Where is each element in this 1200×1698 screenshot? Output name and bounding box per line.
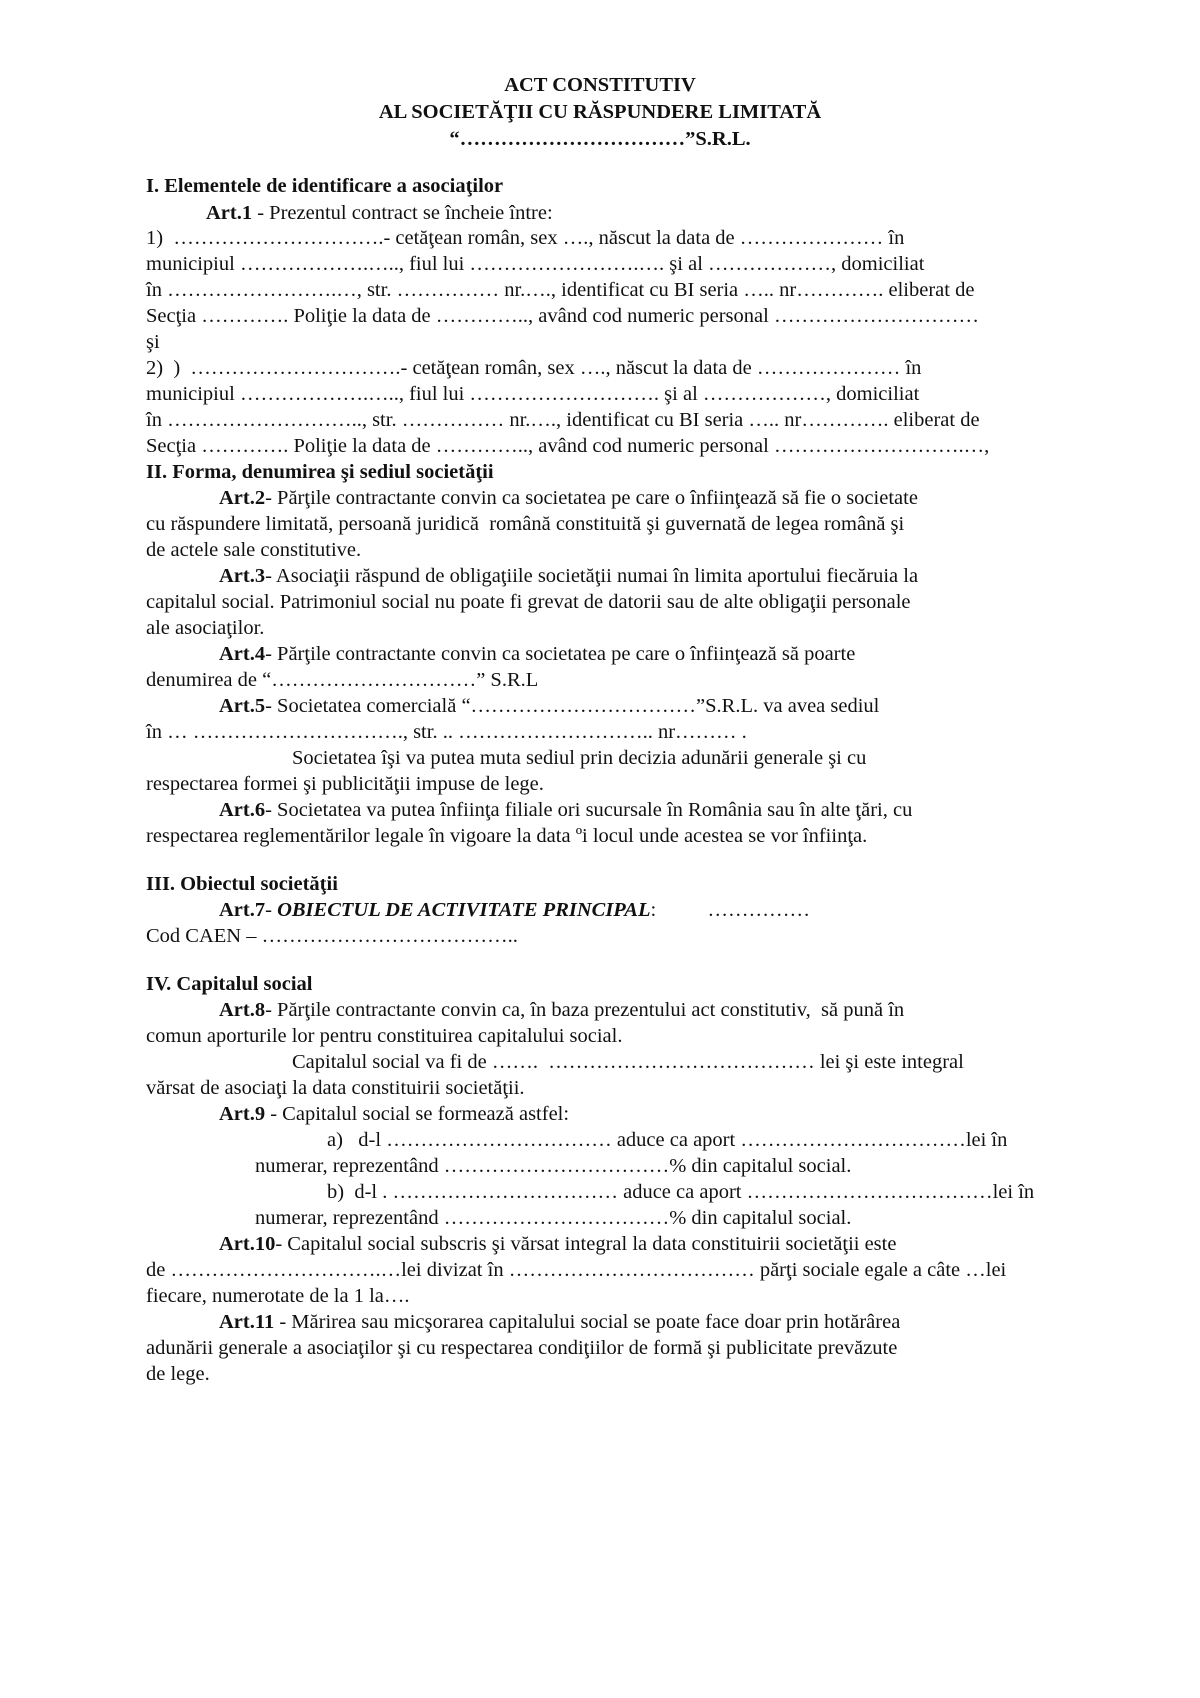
party-2-line-1: 2) ) ………………………….- cetăţean român, sex …., născut la data de ………………… în xyxy=(146,357,922,379)
article-11 xyxy=(219,1308,900,1336)
article-8 xyxy=(219,996,904,1024)
article-label: Art.10 xyxy=(219,1233,276,1255)
article-2 xyxy=(219,484,918,512)
article-9 xyxy=(219,1100,569,1128)
article-1 xyxy=(206,199,553,227)
article-3-line-2: capitalul social. Patrimoniul social nu poate fi grevat de datorii sau de alte obligaţii personale xyxy=(146,591,911,613)
contribution-a-line-1: a) d-l …………………………… aduce ca aport ……………………………lei în xyxy=(327,1129,1008,1151)
article-text: - Părţile contractante convin ca societatea pe care o înfiinţează să fie o societate xyxy=(265,487,918,509)
article-3 xyxy=(219,562,918,590)
article-8-line-2: comun aporturile lor pentru constituirea capitalului social. xyxy=(146,1025,623,1047)
article-label: Art.1 xyxy=(206,202,253,224)
article-6 xyxy=(219,796,912,824)
party-2-line-3: în ……………………….., str. …………… nr.…., identificat cu BI seria ….. nr…………. eliberat de xyxy=(146,409,980,431)
main-activity-label: OBIECTUL DE ACTIVITATE PRINCIPAL xyxy=(277,899,651,921)
article-text: - xyxy=(265,899,278,921)
article-text: - Mărirea sau micşorarea capitalului social se poate face doar prin hotărârea xyxy=(274,1311,901,1333)
article-label: Art.5 xyxy=(219,695,266,717)
article-label: Art.3 xyxy=(219,565,266,587)
section-heading-4: IV. Capitalul social xyxy=(146,973,313,995)
party-1-line-4: Secţia …………. Poliţie la data de ………….., având cod numeric personal ………………………… xyxy=(146,305,979,327)
article-text: - Prezentul contract se încheie între: xyxy=(252,202,553,224)
article-label: Art.8 xyxy=(219,999,266,1021)
party-1-line-3: în …………………….…, str. …………… nr.…., identificat cu BI seria ….. nr…………. eliberat de xyxy=(146,279,975,301)
contribution-b-line-2: numerar, reprezentând ……………………………% din capitalul social. xyxy=(255,1207,852,1229)
article-7 xyxy=(219,896,810,924)
conjunction-text: şi xyxy=(146,331,160,353)
article-text: - Societatea va putea înfiinţa filiale ori sucursale în România sau în alte ţări, cu xyxy=(265,799,913,821)
article-label: Art.4 xyxy=(219,643,266,665)
article-label: Art.11 xyxy=(219,1311,275,1333)
contribution-a-line-2: numerar, reprezentând ……………………………% din capitalul social. xyxy=(255,1155,852,1177)
article-text: - Capitalul social se formează astfel: xyxy=(265,1103,570,1125)
article-10-line-2: de ………………………….…lei divizat în ……………………………… părţi sociale egale a câte …lei xyxy=(146,1259,1007,1281)
article-label: Art.9 xyxy=(219,1103,266,1125)
article-text: - Asociaţii răspund de obligaţiile societăţii numai în limita aportului fiecăruia la xyxy=(265,565,919,587)
article-8-line-4: vărsat de asociaţi la data constituirii societăţii. xyxy=(146,1077,525,1099)
party-2-line-2: municipiul ……………….….., fiul lui ………………………. şi al ………………, domiciliat xyxy=(146,383,920,405)
caen-code-line: Cod CAEN – ……………………………….. xyxy=(146,925,518,947)
doc-subtitle: AL SOCIETĂŢII CU RĂSPUNDERE LIMITATĂ xyxy=(378,101,822,123)
article-6-line-2: respectarea reglementărilor legale în vigoare la data ºi locul unde acestea se vor înfiinţa. xyxy=(146,825,868,847)
article-5-line-4: respectarea formei şi publicităţii impuse de lege. xyxy=(146,773,544,795)
section-heading-2: II. Forma, denumirea şi sediul societăţii xyxy=(146,461,494,483)
article-3-line-3: ale asociaţilor. xyxy=(146,617,265,639)
article-text: - Societatea comercială “……………………………”S.R.L. va avea sediul xyxy=(265,695,880,717)
article-10 xyxy=(219,1230,896,1258)
article-11-line-3: de lege. xyxy=(146,1363,210,1385)
contribution-b-line-1: b) d-l . …………………………… aduce ca aport ………………………………lei în xyxy=(327,1181,1035,1203)
article-text: : …………… xyxy=(650,899,810,921)
article-text: - Părţile contractante convin ca societatea pe care o înfiinţează să poarte xyxy=(265,643,856,665)
section-heading-1: I. Elementele de identificare a asociaţilor xyxy=(146,175,504,197)
party-1-line-2: municipiul ……………….….., fiul lui …………………….…. şi al ………………, domiciliat xyxy=(146,253,925,275)
article-label: Art.6 xyxy=(219,799,266,821)
company-name-placeholder: “……………………………”S.R.L. xyxy=(449,128,751,150)
article-4-line-2: denumirea de “…………………………” S.R.L xyxy=(146,669,539,691)
article-text: - Capitalul social subscris şi vărsat integral la data constituirii societăţii este xyxy=(275,1233,897,1255)
article-5 xyxy=(219,692,879,720)
article-2-line-3: de actele sale constitutive. xyxy=(146,539,362,561)
article-10-line-3: fiecare, numerotate de la 1 la…. xyxy=(146,1285,410,1307)
article-8-line-3: Capitalul social va fi de ……. ………………………………… lei şi este integral xyxy=(292,1051,964,1073)
article-11-line-2: adunării generale a asociaţilor şi cu respectarea condiţiilor de formă şi publicitate prevăzute xyxy=(146,1337,898,1359)
article-5-line-3: Societatea îşi va putea muta sediul prin decizia adunării generale şi cu xyxy=(292,747,867,769)
article-4 xyxy=(219,640,855,668)
article-text: - Părţile contractante convin ca, în baza prezentului act constitutiv, să pună în xyxy=(265,999,905,1021)
article-label: Art.2 xyxy=(219,487,266,509)
article-2-line-2: cu răspundere limitată, persoană juridică română constituită şi guvernată de legea română şi xyxy=(146,513,905,535)
party-1-line-1: 1) ………………………….- cetăţean român, sex …., născut la data de ………………… în xyxy=(146,227,905,249)
party-2-line-4: Secţia …………. Poliţie la data de ………….., având cod numeric personal ……………………….…, xyxy=(146,435,990,457)
doc-title: ACT CONSTITUTIV xyxy=(504,74,696,96)
article-5-line-2: în … …………………………., str. .. ……………………….. nr……… . xyxy=(146,721,747,743)
article-label: Art.7 xyxy=(219,899,266,921)
section-heading-3: III. Obiectul societăţii xyxy=(146,873,338,895)
